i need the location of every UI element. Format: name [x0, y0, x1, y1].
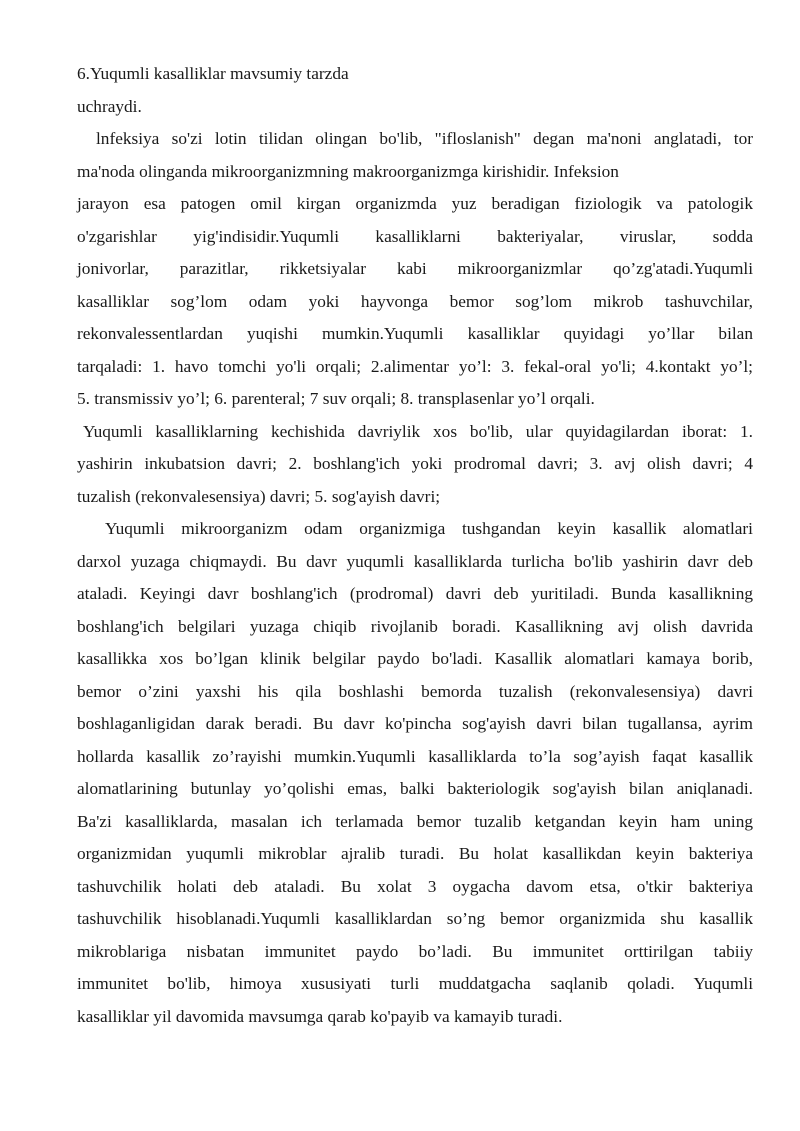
- text-line: rekonvalessentlardan yuqishi mumkin.Yuqumli kasalliklar quyidagi yo’llar bilan: [77, 324, 753, 343]
- text-line: boshlang'ich belgilari yuzaga chiqib rivojlanib boradi. Kasallikning avj olish davrida: [77, 616, 753, 636]
- text-line: Yuqumli kasalliklarning kechishida davriylik xos bo'lib, ular quyidagilardan iborat: 1.: [83, 421, 753, 441]
- text-line: 5. transmissiv yo’l; 6. parenteral; 7 suv orqali; 8. transplasenlar yo’l orqali.: [77, 389, 595, 408]
- text-line: bemor o’zini yaxshi his qila boshlashi bemorda tuzalish (rekonvalesensiya) davri: [77, 681, 753, 701]
- text-line: jarayon esa patogen omil kirgan organizmda yuz beradigan fiziologik va patologik: [77, 194, 753, 213]
- paragraph-disease-course: [77, 513, 753, 1033]
- section-heading-line-1: 6.Yuqumli kasalliklar mavsumiy tarzda: [77, 64, 349, 83]
- text-line: immunitet bo'lib, himoya xususiyati turli muddatgacha saqlanib qoladi. Yuqumli: [77, 974, 753, 993]
- text-line: kasallikka xos bo’lgan klinik belgilar paydo bo'ladi. Kasallik alomatlari kamaya borib,: [77, 649, 753, 668]
- paragraph-infection-definition: [77, 123, 753, 416]
- document-page: [77, 58, 753, 1033]
- text-line: lnfeksiya so'zi lotin tilidan olingan bo'lib, "ifloslanish" degan ma'noni anglatadi, tor: [96, 129, 753, 148]
- text-line: o'zgarishlar yig'indisidir.Yuqumli kasalliklarni bakteriyalar, viruslar, sodda: [77, 226, 753, 246]
- text-line: alomatlarining butunlay yo’qolishi emas, balki bakteriologik sog'ayish bilan aniqlanadi.: [77, 779, 753, 798]
- text-line: boshlaganligidan darak beradi. Bu davr ko'pincha sog'ayish davri bilan tugallansa, ayrim: [77, 714, 753, 733]
- text-line: organizmidan yuqumli mikroblar ajralib turadi. Bu holat kasallikdan keyin bakteriya: [77, 844, 753, 863]
- text-line: kasalliklar sog’lom odam yoki hayvonga bemor sog’lom mikrob tashuvchilar,: [77, 291, 753, 311]
- text-line: ataladi. Keyingi davr boshlang'ich (prodromal) davri deb yuritiladi. Bunda kasallikning: [77, 584, 753, 603]
- text-line: hollarda kasallik zo’rayishi mumkin.Yuqumli kasalliklarda to’la sog’ayish faqat kasallik: [77, 746, 753, 766]
- paragraph-disease-periods: [77, 416, 753, 514]
- text-line: Ba'zi kasalliklarda, masalan ich terlamada bemor tuzalib ketgandan keyin ham uning: [77, 811, 753, 831]
- text-line: tuzalish (rekonvalesensiya) davri; 5. sog'ayish davri;: [77, 486, 441, 506]
- text-line: yashirin inkubatsion davri; 2. boshlang'ich yoki prodromal davri; 3. avj olish davri; 4: [77, 454, 753, 473]
- text-line: tashuvchilik hisoblanadi.Yuqumli kasalliklardan so’ng bemor organizmida shu kasallik: [77, 909, 753, 928]
- text-line: jonivorlar, parazitlar, rikketsiyalar kabi mikroorganizmlar qo’zg'atadi.Yuqumli: [77, 259, 753, 278]
- section-heading-line-2: uchraydi.: [77, 96, 142, 116]
- text-line: tashuvchilik holati deb ataladi. Bu xolat 3 oygacha davom etsa, o'tkir bakteriya: [77, 876, 753, 896]
- text-line: ma'noda olinganda mikroorganizmning makroorganizmga kirishidir. Infeksion: [77, 161, 619, 181]
- text-line: Yuqumli mikroorganizm odam organizmiga tushgandan keyin kasallik alomatlari: [105, 519, 753, 538]
- text-line: mikroblariga nisbatan immunitet paydo bo’ladi. Bu immunitet orttirilgan tabiiy: [77, 941, 753, 961]
- text-line: tarqaladi: 1. havo tomchi yo'li orqali; 2.alimentar yo’l: 3. fekal-oral yo'li; 4.kontakt yo’l;: [77, 356, 753, 376]
- text-line: kasalliklar yil davomida mavsumga qarab ko'payib va kamayib turadi.: [77, 1006, 563, 1026]
- text-line: darxol yuzaga chiqmaydi. Bu davr yuqumli kasalliklarda turlicha bo'lib yashirin davr deb: [77, 551, 753, 571]
